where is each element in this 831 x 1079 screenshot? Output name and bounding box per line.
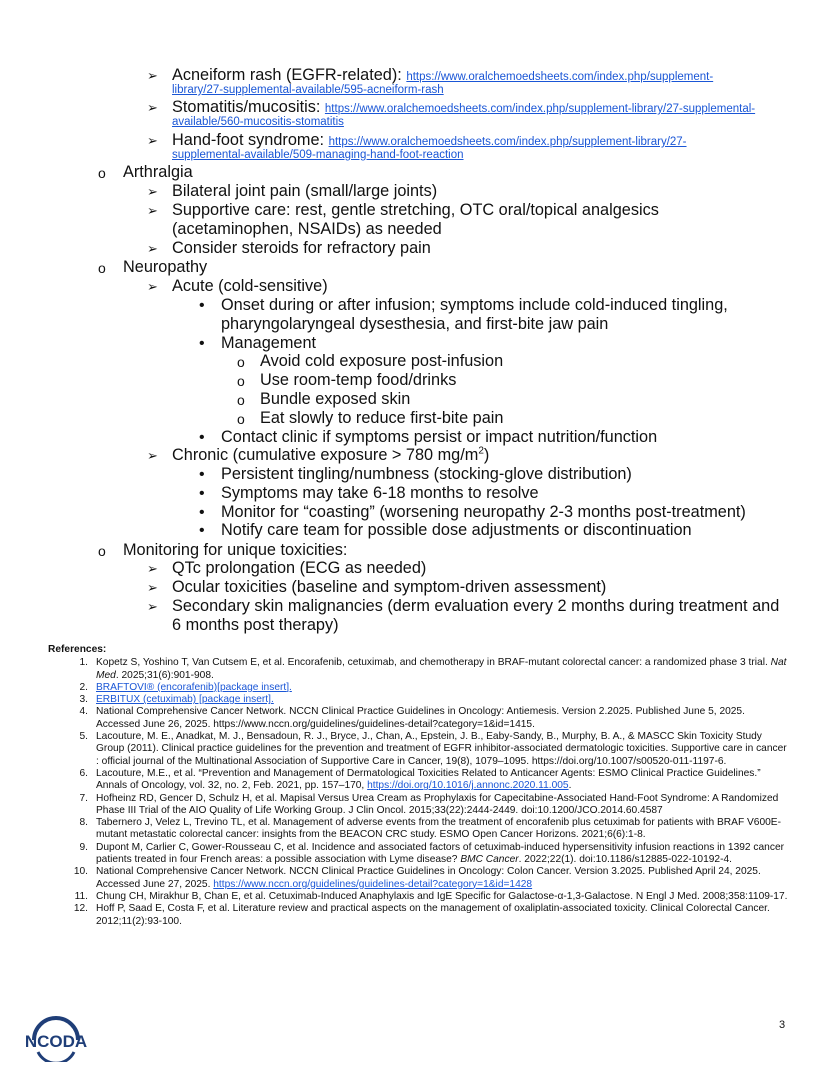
references-heading: References: bbox=[48, 644, 107, 655]
arrow-bullet-icon: ➢ bbox=[147, 100, 158, 115]
list-item: Ocular toxicities (baseline and symptom-driven assessment) bbox=[172, 578, 607, 596]
reference-item: 2. BRAFTOVI® (encorafenib)[package insert]. bbox=[79, 681, 292, 693]
arthralgia-heading: Arthralgia bbox=[123, 163, 193, 181]
list-item: Avoid cold exposure post-infusion bbox=[260, 352, 504, 370]
arrow-bullet-icon: ➢ bbox=[147, 68, 158, 83]
reference-item: 10. National Comprehensive Cancer Network. NCCN Clinical Practice Guidelines in Oncology: Colon Cancer. Version 3.2025. Published April 24, 2025. Accessed June 27, 2025. https://www.nccn.org/guidelines/guidelines-detail?category=1&id=1428 bbox=[73, 866, 761, 890]
arrow-bullet-icon: ➢ bbox=[147, 184, 158, 199]
dot-bullet-icon: • bbox=[199, 297, 205, 314]
reference-item: 7. Hofheinz RD, Gencer D, Schulz H, et al. Mapisal Versus Urea Cream as Prophylaxis for Capecitabine-Associated Hand-Foot Syndrome: A Randomized Phase III Trial of the AIO Quality of Life Working Group. J Clin Oncol. 2015;33(22):2444-2449. doi:10.1200/JCO.2014.60.4587 bbox=[79, 792, 779, 816]
management-heading: Management bbox=[221, 334, 317, 352]
arrow-bullet-icon: ➢ bbox=[147, 133, 158, 148]
reference-item: 11. Chung CH, Mirakhur B, Chan E, et al. Cetuximab-Induced Anaphylaxis and IgE Specific for Galactose-α-1,3-Galactose. N Engl J Med. 2008;358:1109-17. bbox=[74, 890, 788, 902]
logo-text: NCODA bbox=[24, 1032, 88, 1051]
list-item: QTc prolongation (ECG as needed) bbox=[172, 559, 427, 577]
circle-bullet-icon: o bbox=[98, 543, 106, 559]
circle-bullet-icon: o bbox=[237, 354, 245, 370]
arrow-bullet-icon: ➢ bbox=[147, 561, 158, 576]
nccn-colon-link[interactable]: https://www.nccn.org/guidelines/guidelines-detail?category=1&id=1428 bbox=[213, 878, 533, 890]
references-section bbox=[48, 644, 788, 928]
neuropathy-heading: Neuropathy bbox=[123, 258, 208, 276]
handfoot-link[interactable]: https://www.oralchemoedsheets.com/index.php/supplement-library/27- bbox=[328, 136, 687, 148]
stomatitis-item: Stomatitis/mucositis: https://www.oralchemoedsheets.com/index.php/supplement-library/27-supplemental- bbox=[172, 98, 756, 116]
dot-bullet-icon: • bbox=[199, 466, 205, 483]
handfoot-link-cont[interactable]: supplemental-available/509-managing-hand-foot-reaction bbox=[172, 149, 464, 161]
reference-item: 8. Tabernero J, Velez L, Trevino TL, et al. Management of adverse events from the treatment of encorafenib plus cetuximab for patients with BRAF V600E-mutant metastatic colorectal cancer: insights from the BEACON CRC study. ESMO Open Cancer Horizons. 2021;6(6):1-8. bbox=[79, 817, 781, 841]
dot-bullet-icon: • bbox=[199, 335, 205, 352]
list-item: Use room-temp food/drinks bbox=[260, 371, 457, 389]
list-item: Monitor for “coasting” (worsening neuropathy 2-3 months post-treatment) bbox=[221, 503, 746, 521]
monitoring-heading: Monitoring for unique toxicities: bbox=[123, 541, 348, 559]
list-item: Bundle exposed skin bbox=[260, 390, 411, 408]
reference-item: 5. Lacouture, M. E., Anadkat, M. J., Bensadoun, R. J., Bryce, J., Chan, A., Epstein, J. B., Eaby-Sandy, B., Murphy, B. A., & MASCC Skin Toxicity Study Group (2011). Clinical practice guidelines for the prevention and treatment of EGFR inhibitor-associated dermatologic toxicities. Supportive care in cancer : official journal of the Multinational Association of Supportive Care in Cancer, 19(8), 1079–1095. https://doi.org/10.1007/s00520-011-1197-6. bbox=[79, 731, 787, 767]
list-item: Supportive care: rest, gentle stretching, OTC oral/topical analgesics bbox=[172, 201, 659, 219]
handfoot-item: Hand-foot syndrome: https://www.oralchemoedsheets.com/index.php/supplement-library/27- bbox=[172, 131, 687, 149]
chronic-heading: Chronic (cumulative exposure > 780 $mg/m^2$) bbox=[172, 445, 490, 464]
list-item: Notify care team for possible dose adjustments or discontinuation bbox=[221, 521, 692, 539]
dot-bullet-icon: • bbox=[199, 429, 205, 446]
arrow-bullet-icon: ➢ bbox=[147, 448, 158, 463]
circle-bullet-icon: o bbox=[237, 373, 245, 389]
arrow-bullet-icon: ➢ bbox=[147, 279, 158, 294]
circle-bullet-icon: o bbox=[98, 165, 106, 181]
arrow-bullet-icon: ➢ bbox=[147, 599, 158, 614]
list-item: Contact clinic if symptoms persist or impact nutrition/function bbox=[221, 428, 658, 446]
list-item: Eat slowly to reduce first-bite pain bbox=[260, 409, 504, 427]
dot-bullet-icon: • bbox=[199, 504, 205, 521]
circle-bullet-icon: o bbox=[237, 392, 245, 408]
list-item: Secondary skin malignancies (derm evaluation every 2 months during treatment and bbox=[172, 597, 780, 615]
list-item: Persistent tingling/numbness (stocking-glove distribution) bbox=[221, 465, 632, 483]
acneiform-item: Acneiform rash (EGFR-related): https://www.oralchemoedsheets.com/index.php/supplement- bbox=[172, 66, 714, 84]
acute-heading: Acute (cold-sensitive) bbox=[172, 277, 328, 295]
reference-item: 6. Lacouture, M.E., et al. “Prevention and Management of Dermatological Toxicities Related to Anticancer Agents: ESMO Clinical Practice Guidelines.” Annals of Oncology, vol. 32, no. 2, Feb. 2021, pp. 157–170, https://doi.org/10.1016/j.annonc.2020.11.005. bbox=[79, 767, 761, 792]
arrow-bullet-icon: ➢ bbox=[147, 203, 158, 218]
reference-item: 9. Dupont M, Carlier C, Gower-Rousseau C, et al. Incidence and associated factors of cetuximab-induced hypersensitivity infusion reactions in 1392 cancer patients treated in four French areas: a possible association with Lyme disease? BMC Cancer. 2022;22(1). doi:10.1186/s12885-022-10192-4. bbox=[79, 841, 784, 866]
dot-bullet-icon: • bbox=[199, 485, 205, 502]
dot-bullet-icon: • bbox=[199, 522, 205, 539]
braftovi-link[interactable]: BRAFTOVI® (encorafenib)[package insert]. bbox=[96, 681, 292, 693]
circle-bullet-icon: o bbox=[237, 411, 245, 427]
arrow-bullet-icon: ➢ bbox=[147, 580, 158, 595]
list-item: Consider steroids for refractory pain bbox=[172, 239, 431, 257]
acneiform-link-cont[interactable]: library/27-supplemental-available/595-acneiform-rash bbox=[172, 84, 444, 96]
circle-bullet-icon: o bbox=[98, 260, 106, 276]
arrow-bullet-icon: ➢ bbox=[147, 241, 158, 256]
list-item: Onset during or after infusion; symptoms include cold-induced tingling, bbox=[221, 296, 728, 314]
list-item-cont: 6 months post therapy) bbox=[172, 616, 339, 634]
reference-item: 4. National Comprehensive Cancer Network. NCCN Clinical Practice Guidelines in Oncology: Antiemesis. Version 2.2025. Published June 5, 2025. Accessed June 26, 2025. https://www.nccn.org/guidelines/guidelines-detail?category=1&id=1415. bbox=[79, 706, 745, 730]
reference-item: 1. Kopetz S, Yoshino T, Van Cutsem E, et al. Encorafenib, cetuximab, and chemotherapy in BRAF-mutant colorectal cancer: a randomized phase 3 trial. Nat Med. 2025;31(6):901-908. bbox=[79, 657, 787, 681]
acneiform-link[interactable]: https://www.oralchemoedsheets.com/index.php/supplement- bbox=[406, 71, 714, 83]
list-item: Bilateral joint pain (small/large joints) bbox=[172, 182, 438, 200]
list-item: Symptoms may take 6-18 months to resolve bbox=[221, 484, 539, 502]
reference-item: 12. Hoff P, Saad E, Costa F, et al. Literature review and practical aspects on the management of oxaliplatin-associated toxicity. Clinical Colorectal Cancer. 2012;11(2):93-100. bbox=[73, 903, 770, 927]
reference-item: 3. ERBITUX (cetuximab) [package insert]. bbox=[79, 694, 274, 706]
erbitux-link[interactable]: ERBITUX (cetuximab) [package insert]. bbox=[96, 694, 274, 706]
annonc-doi-link[interactable]: https://doi.org/10.1016/j.annonc.2020.11.005 bbox=[367, 780, 569, 792]
list-item-cont: (acetaminophen, NSAIDs) as needed bbox=[172, 220, 442, 238]
stomatitis-link-cont[interactable]: available/560-mucositis-stomatitis bbox=[172, 116, 344, 128]
page-number: 3 bbox=[779, 1019, 786, 1031]
stomatitis-link[interactable]: https://www.oralchemoedsheets.com/index.php/supplement-library/27-supplemental- bbox=[324, 103, 756, 115]
ncoda-logo bbox=[20, 1012, 92, 1062]
list-item-cont: pharyngolaryngeal dysesthesia, and first-bite jaw pain bbox=[221, 315, 609, 333]
